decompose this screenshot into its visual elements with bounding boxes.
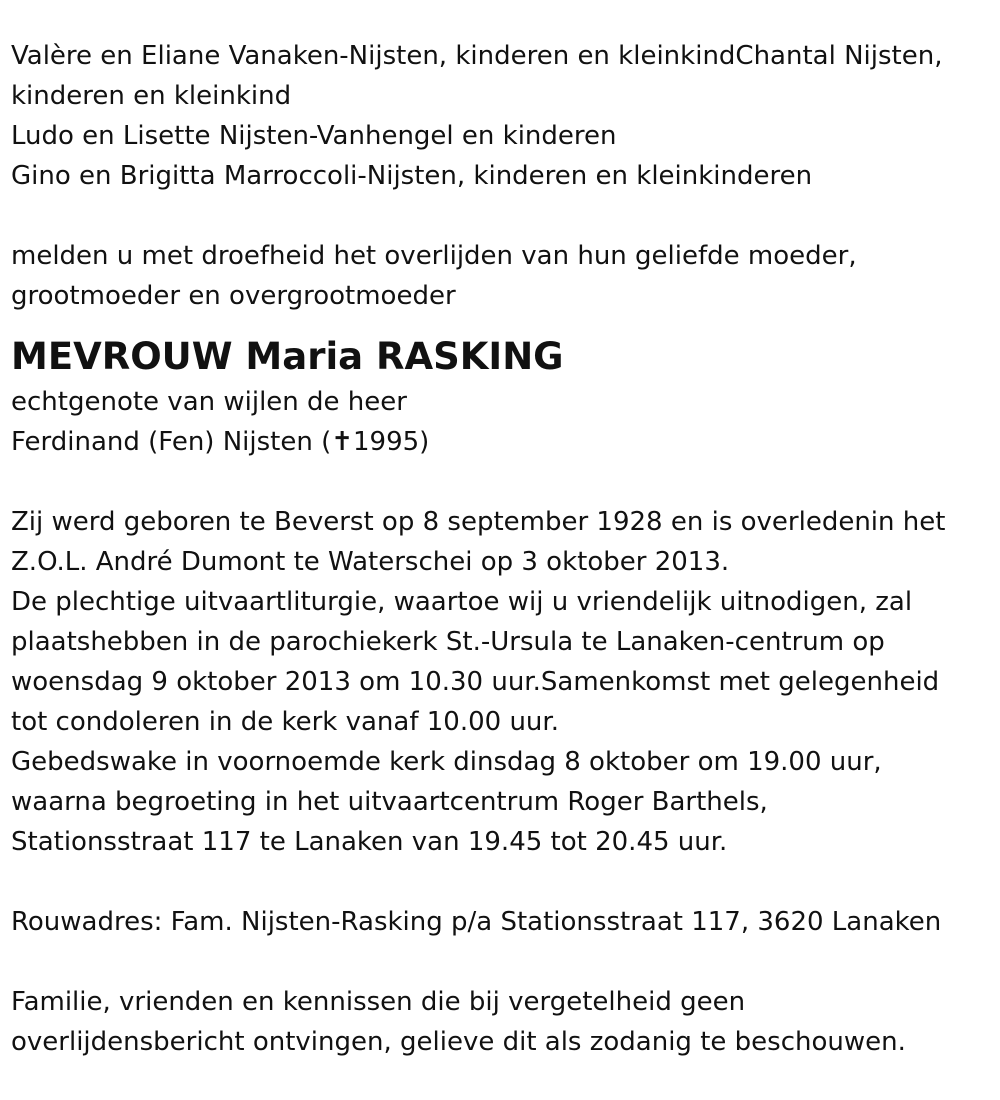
details-line: plaatshebben in de parochiekerk St.-Ursula te Lanaken-centrum op xyxy=(11,627,885,657)
deceased-section xyxy=(11,332,1000,462)
spacer xyxy=(11,862,1000,902)
details-line: waarna begroeting in het uitvaartcentrum Roger Barthels, xyxy=(11,787,768,817)
closing-line: overlijdensbericht ontvingen, gelieve dit als zodanig te beschouwen. xyxy=(11,1027,906,1057)
details-section xyxy=(11,502,1000,862)
details-line: Gebedswake in voornoemde kerk dinsdag 8 oktober om 19.00 uur, xyxy=(11,747,882,777)
family-line: Valère en Eliane Vanaken-Nijsten, kinderen en kleinkindChantal Nijsten, xyxy=(11,41,943,71)
details-line: woensdag 9 oktober 2013 om 10.30 uur.Samenkomst met gelegenheid xyxy=(11,667,940,697)
details-line: Stationsstraat 117 te Lanaken van 19.45 tot 20.45 uur. xyxy=(11,827,728,857)
closing-line: Familie, vrienden en kennissen die bij vergetelheid geen xyxy=(11,987,746,1017)
details-line: tot condoleren in de kerk vanaf 10.00 uur. xyxy=(11,707,559,737)
announcement-section xyxy=(11,236,1000,316)
spacer xyxy=(11,196,1000,236)
spouse-line: Ferdinand (Fen) Nijsten (✝1995) xyxy=(11,427,430,457)
deceased-name: MEVROUW Maria RASKING xyxy=(11,335,564,378)
family-line: kinderen en kleinkind xyxy=(11,81,292,111)
announcement-line: melden u met droefheid het overlijden van hun geliefde moeder, xyxy=(11,241,857,271)
spacer xyxy=(11,942,1000,982)
details-line: De plechtige uitvaartliturgie, waartoe wij u vriendelijk uitnodigen, zal xyxy=(11,587,913,617)
closing-section xyxy=(11,982,1000,1062)
announcement-line: grootmoeder en overgrootmoeder xyxy=(11,281,456,311)
address-section xyxy=(11,902,1000,942)
family-section xyxy=(11,36,1000,196)
details-line: Z.O.L. André Dumont te Waterschei op 3 oktober 2013. xyxy=(11,547,730,577)
family-line: Gino en Brigitta Marroccoli-Nijsten, kinderen en kleinkinderen xyxy=(11,161,813,191)
mourning-address: Rouwadres: Fam. Nijsten-Rasking p/a Stationsstraat 117, 3620 Lanaken xyxy=(11,907,942,937)
details-line: Zij werd geboren te Beverst op 8 september 1928 en is overledenin het xyxy=(11,507,946,537)
family-line: Ludo en Lisette Nijsten-Vanhengel en kinderen xyxy=(11,121,617,151)
spouse-line: echtgenote van wijlen de heer xyxy=(11,387,407,417)
spacer xyxy=(11,462,1000,502)
